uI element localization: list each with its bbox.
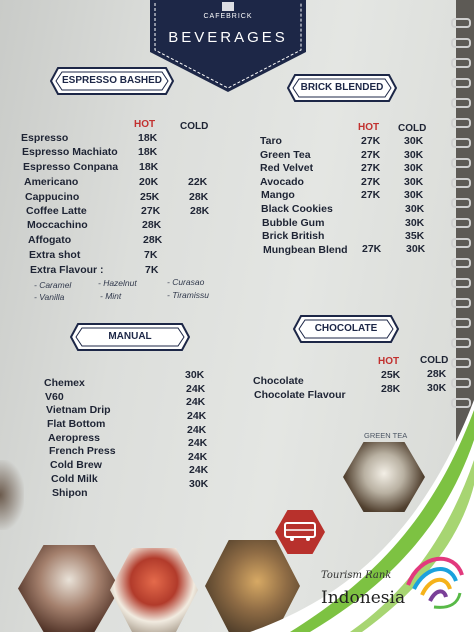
brick-item-cold: 30K	[404, 176, 424, 188]
brick-item-name: Taro	[260, 135, 282, 147]
brick-item-cold: 30K	[404, 135, 424, 147]
watermark-line1: Tourism Rank	[321, 570, 392, 581]
espresso-item-name: Espresso	[21, 132, 69, 144]
manual-item-name: Flat Bottom	[47, 418, 106, 430]
espresso-item-hot: 28K	[142, 219, 162, 231]
brick-item-cold: 35K	[405, 230, 425, 242]
flavour-option: - Vanilla	[34, 292, 65, 302]
manual-item-price: 30K	[185, 369, 205, 381]
page-title: BEVERAGES	[168, 29, 288, 46]
brick-item-hot: 27K	[361, 162, 381, 174]
espresso-item-hot: 27K	[141, 205, 161, 217]
section-espresso-label: ESPRESSO BASHED	[50, 67, 174, 95]
finger-shadow	[0, 460, 24, 530]
brick-cold-header: COLD	[398, 123, 427, 134]
espresso-item-name: Cappucino	[25, 191, 80, 203]
brick-item-hot: 27K	[362, 243, 382, 255]
brand-name: CAFEBRICK	[203, 13, 253, 20]
espresso-item-hot: 18K	[138, 132, 158, 144]
manual-item-price: 24K	[187, 410, 207, 422]
manual-item-price: 24K	[188, 437, 208, 449]
flavour-option: - Caramel	[34, 280, 72, 290]
espresso-item-hot: 28K	[143, 234, 163, 246]
espresso-item-hot: 7K	[144, 249, 158, 261]
espresso-item-hot: 7K	[145, 264, 159, 276]
espresso-item-cold: 28K	[190, 205, 210, 217]
watermark-line2: Indonesia	[321, 588, 406, 608]
chocolate-item-name: Chocolate	[253, 375, 304, 387]
chocolate-hot-header: HOT	[378, 356, 400, 367]
manual-item-price: 24K	[186, 396, 206, 408]
espresso-item-cold: 28K	[189, 191, 209, 203]
brick-item-cold: 30K	[404, 149, 424, 161]
espresso-hot-header: HOT	[134, 119, 156, 130]
espresso-item-name: Americano	[24, 176, 79, 188]
espresso-item-name: Espresso Machiato	[22, 146, 118, 158]
brick-item-cold: 30K	[404, 162, 424, 174]
brick-item-hot: 27K	[361, 135, 381, 147]
manual-item-price: 24K	[186, 383, 206, 395]
espresso-item-name: Extra shot	[29, 249, 81, 261]
espresso-item-name: Affogato	[28, 234, 72, 246]
manual-item-name: French Press	[49, 445, 116, 457]
manual-item-price: 30K	[189, 478, 209, 490]
flavour-option: - Hazelnut	[98, 278, 137, 288]
brick-item-cold: 30K	[405, 203, 425, 215]
brick-hot-header: HOT	[358, 122, 380, 133]
flavour-option: - Curasao	[167, 277, 205, 287]
brick-item-name: Mango	[261, 189, 295, 201]
brick-item-hot: 27K	[361, 149, 381, 161]
manual-item-name: Shipon	[52, 487, 88, 499]
manual-item-name: Cold Brew	[50, 459, 102, 471]
manual-item-name: Cold Milk	[51, 473, 98, 485]
brick-item-name: Red Velvet	[260, 162, 314, 174]
espresso-item-hot: 18K	[139, 161, 159, 173]
brick-item-cold: 30K	[406, 243, 426, 255]
brick-item-name: Mungbean Blend	[263, 244, 348, 256]
chocolate-item-cold: 30K	[427, 382, 447, 394]
brick-item-name: Black Cookies	[261, 203, 333, 215]
brick-item-name: Avocado	[260, 176, 304, 188]
espresso-item-hot: 25K	[140, 191, 160, 203]
espresso-item-hot: 18K	[138, 146, 158, 158]
flavour-option: - Tiramissu	[167, 290, 209, 300]
section-chocolate-label: CHOCOLATE	[293, 315, 399, 343]
espresso-item-name: Extra Flavour :	[30, 264, 104, 276]
espresso-cold-header: COLD	[180, 121, 209, 132]
chocolate-cold-header: COLD	[420, 355, 449, 366]
espresso-item-name: Coffee Latte	[26, 205, 87, 217]
manual-item-name: V60	[45, 391, 64, 403]
brick-item-hot: 27K	[361, 176, 381, 188]
manual-item-price: 24K	[189, 464, 209, 476]
espresso-item-hot: 20K	[139, 176, 159, 188]
brick-item-name: Brick British	[262, 230, 325, 242]
manual-item-price: 24K	[187, 424, 207, 436]
section-manual-label: MANUAL	[70, 323, 190, 351]
espresso-item-name: Moccachino	[27, 219, 88, 231]
tourism-logo-icon	[400, 545, 470, 615]
brick-item-name: Green Tea	[260, 149, 311, 161]
section-brick-label: BRICK BLENDED	[287, 74, 397, 102]
chocolate-item-name: Chocolate Flavour	[254, 389, 346, 401]
manual-item-name: Vietnam Drip	[46, 404, 111, 416]
manual-item-price: 24K	[188, 451, 208, 463]
espresso-item-name: Espresso Conpana	[23, 161, 119, 173]
brick-item-cold: 30K	[405, 217, 425, 229]
manual-item-name: Aeropress	[48, 432, 100, 444]
chocolate-item-hot: 25K	[381, 369, 401, 381]
brick-item-cold: 30K	[404, 189, 424, 201]
flavour-option: - Mint	[100, 291, 122, 301]
chocolate-item-hot: 28K	[381, 383, 401, 395]
brick-item-hot: 27K	[361, 189, 381, 201]
espresso-item-cold: 22K	[188, 176, 208, 188]
manual-item-name: Chemex	[44, 377, 85, 389]
photo-caption: GREEN TEA	[364, 431, 408, 440]
chocolate-item-cold: 28K	[427, 368, 447, 380]
brick-item-name: Bubble Gum	[262, 217, 325, 229]
